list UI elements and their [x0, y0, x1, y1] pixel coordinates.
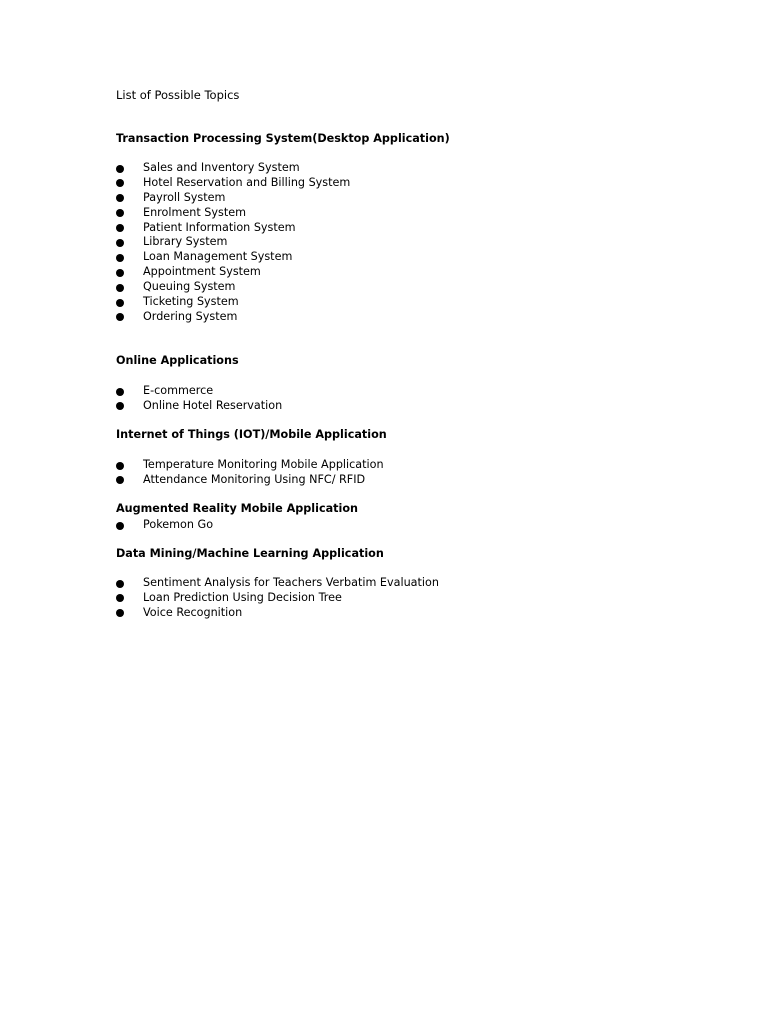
list-item	[116, 473, 676, 488]
list-item-label: Loan Management System	[143, 250, 293, 264]
list-item-label: Ordering System	[143, 309, 238, 323]
bullet-icon	[116, 254, 124, 262]
bullet-icon	[116, 224, 124, 232]
bullet-icon	[116, 522, 124, 530]
list-item	[116, 250, 676, 265]
bullet-icon	[116, 580, 124, 588]
list-item-label: Appointment System	[143, 265, 261, 279]
bullet-icon	[116, 402, 124, 410]
section-online-applications	[116, 353, 676, 414]
bullet-icon	[116, 165, 124, 173]
list-item	[116, 206, 676, 221]
bullet-list	[116, 384, 676, 414]
section-heading: Online Applications	[116, 354, 239, 367]
bullet-list	[116, 458, 676, 488]
section-heading: Augmented Reality Mobile Application	[116, 502, 358, 515]
bullet-list	[116, 518, 676, 533]
list-item	[116, 606, 676, 621]
list-item	[116, 221, 676, 236]
list-item-label: Payroll System	[143, 190, 226, 204]
list-item	[116, 591, 676, 606]
list-item	[116, 295, 676, 310]
bullet-icon	[116, 388, 124, 396]
bullet-icon	[116, 239, 124, 247]
list-item	[116, 399, 676, 414]
list-item-label: Patient Information System	[143, 220, 296, 234]
section-heading: Internet of Things (IOT)/Mobile Application	[116, 428, 387, 441]
bullet-icon	[116, 476, 124, 484]
bullet-icon	[116, 194, 124, 202]
section-augmented-reality	[116, 501, 676, 533]
bullet-icon	[116, 462, 124, 470]
list-item	[116, 384, 676, 399]
bullet-icon	[116, 313, 124, 321]
section-heading: Data Mining/Machine Learning Application	[116, 547, 384, 560]
list-item	[116, 265, 676, 280]
list-item	[116, 576, 676, 591]
list-item-label: E-commerce	[143, 384, 214, 397]
list-item-label: Library System	[143, 235, 228, 249]
list-item-label: Pokemon Go	[143, 518, 214, 531]
bullet-icon	[116, 209, 124, 217]
list-item-label: Hotel Reservation and Billing System	[143, 175, 351, 189]
bullet-icon	[116, 299, 124, 307]
bullet-icon	[116, 609, 124, 617]
list-item	[116, 191, 676, 206]
section-transaction-processing	[116, 131, 676, 325]
list-item-label: Attendance Monitoring Using NFC/ RFID	[143, 472, 366, 486]
section-heading: Transaction Processing System(Desktop Application)	[116, 132, 450, 145]
bullet-icon	[116, 269, 124, 277]
list-item	[116, 458, 676, 473]
bullet-icon	[116, 179, 124, 187]
list-item-label: Loan Prediction Using Decision Tree	[143, 590, 342, 604]
list-item	[116, 235, 676, 250]
bullet-icon	[116, 284, 124, 292]
list-item-label: Sales and Inventory System	[143, 161, 300, 174]
list-item	[116, 280, 676, 295]
list-item-label: Ticketing System	[143, 295, 239, 309]
bullet-list	[116, 161, 676, 325]
bullet-list	[116, 576, 676, 621]
list-item-label: Voice Recognition	[143, 605, 243, 619]
list-item-label: Temperature Monitoring Mobile Application	[143, 458, 384, 471]
section-data-mining	[116, 546, 676, 621]
list-item	[116, 310, 676, 325]
list-item-label: Sentiment Analysis for Teachers Verbatim Evaluation	[143, 576, 439, 589]
list-item-label: Enrolment System	[143, 205, 246, 219]
list-item	[116, 161, 676, 176]
list-item	[116, 176, 676, 191]
bullet-icon	[116, 594, 124, 602]
list-item	[116, 518, 676, 533]
list-item-label: Queuing System	[143, 280, 236, 294]
section-iot-mobile	[116, 427, 676, 488]
list-item-label: Online Hotel Reservation	[143, 398, 283, 412]
page-title: List of Possible Topics	[116, 88, 240, 102]
